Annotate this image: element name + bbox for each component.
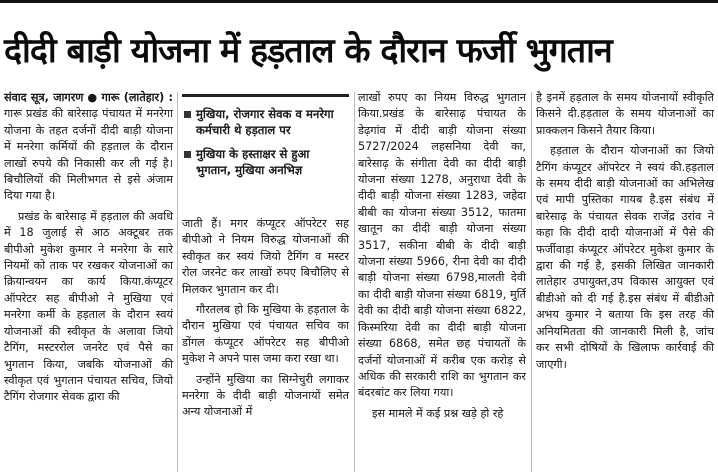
paragraph: हड़ताल के दौरान योजनाओं का जियो टैगिंग कंप्यूटर ऑपरेटर ने स्वयं की.हड़ताल के समय दीदी बाड़ी योजनाओं का अभिलेख एवं मापी पुस्तिका गायब है.इस संबंध में बारेसाढ़ के पंचायत सेवक राजेंद्र उरांव ने कहा कि दीदी दादी योजनाओं में पैसे की फर्जीवाड़ा कंप्यूटर ऑपरेटर मुकेश कुमार के द्वारा की गई है, इसकी लिखित जानकारी लातेहार उपायुक्त,उप विकास आयुक्त एवं बीडीओ को दी गई है.इस संबंध में बीडीओ अभय कुमार ने बताया कि इस तरह की अनियमितता की जानकारी मिली है, जांच कर सभी दोषियों के खिलाफ कार्रवाई की जाएगी। xyxy=(536,144,714,371)
column-divider xyxy=(177,92,178,472)
highlight-box xyxy=(182,94,349,206)
highlight-rule xyxy=(182,94,349,97)
paragraph: लाखों रुपए का नियम विरुद्ध भुगतान किया.प्रखंड के बारेसाढ़ पंचायत के डेढ़गांव में दीदी बाड़ी योजना संख्या 5727/2024 लहसनिया देवी का, बारेसाढ़ के संगीता देवी का दीदी बाड़ी योजना संख्या 1278, अनुराधा देवी के दीदी बाड़ी योजना संख्या 1283, जहेदा बीबी का योजना संख्या 3512, फातमा खातून का दीदी बाड़ी योजना संख्या 3517, सकीना बीबी के दीदी बाड़ी योजना संख्या 5966, रीना देवी का दीदी बाड़ी योजना संख्या 6798,मालती देवी का दीदी बाड़ी योजना संख्या 6819, मुर्ति देवी का दीदी बाड़ी योजना संख्या 6822, किस्मरिया देवी का दीदी बाड़ी योजना संख्या 6868, समेत छह पंचायतों के दर्जनों योजनाओं में करीब एक करोड़ से अधिक की सरकारी राशि का भुगतान कर बंदरबांट कर लिया गया। xyxy=(358,91,526,400)
previous-article-strip xyxy=(0,0,718,18)
highlight-list xyxy=(182,94,349,178)
column-divider xyxy=(531,92,532,472)
top-rule xyxy=(0,0,718,3)
highlight-item: मुखिया, रोजगार सेवक व मनरेगा कर्मचारी थे हड़ताल पर xyxy=(196,106,345,138)
place-tag: गारू (लातेहार) : xyxy=(101,91,174,104)
dateline-paragraph: संवाद सूत्र, जागरण ● गारू (लातेहार) : गारू प्रखंड की बारेसाढ़ पंचायत में मनरेगा योजना के तहत दर्जनों दीदी बाड़ी योजना में मनरेगा कर्मियों की हड़ताल के दौरान लाखों रुपये की निकासी कर ली गई है। बिचौलियों की मिलीभगत से इसे अंजाम दिया गया है। xyxy=(4,91,174,203)
paragraph: है इनमें हड़ताल के समय योजनायों स्वीकृति किसने दी.हड़ताल के समय योजनाओं का प्राक्कलन किसने तैयार किया। xyxy=(536,91,714,137)
column-divider xyxy=(354,92,355,472)
column-2 xyxy=(182,216,349,425)
column-3 xyxy=(358,90,526,426)
paragraph: उन्होंने मुखिया का सिग्नेचुरी लगाकर मनरेगा के दीदी बाड़ी योजनायों समेत अन्य योजनाओं में xyxy=(182,372,349,419)
column-4 xyxy=(536,90,714,377)
paragraph: जाती हैं। मगर कंप्यूटर ऑपरेटर सह बीपीओ ने नियम विरुद्ध योजनाओं की स्वीकृत कर स्वयं जियो टैगिंग व मस्टर रोल जरनेट कर लाखों रुपए बिचौलिए से मिलकर भुगतान कर दी। xyxy=(182,217,349,296)
column-1 xyxy=(4,90,173,410)
paragraph: इस मामले में कई प्रश्न खड़े हो रहे xyxy=(372,406,504,420)
paragraph: प्रखंड के बारेसाढ़ में हड़ताल की अवधि में 18 जुलाई से आठ अक्टूबर तक बीपीओ मुकेश कुमार ने मनरेगा के सारे नियमों को ताक पर रखकर योजनाओं का क्रियान्वयन का कार्य किया.कंप्यूटर ऑपरेटर सह बीपीओ ने मुखिया एवं मनरेगा कर्मी के हड़ताल के दौरान स्वयं योजनाओं की स्वीकृत के अलावा जियो टैगिंग, मस्टररोल जनरेट एवं पैसे का भुगतान किया, जबकि योजनाओं की स्वीकृत एवं भुगतान पंचायत सचिव, जियो टैगिंग रोजगार सेवक द्वारा की xyxy=(4,209,173,404)
paragraph: गारू प्रखंड की बारेसाढ़ पंचायत में मनरेगा योजना के तहत दर्जनों दीदी बाड़ी योजना में मनरेगा कर्मियों की हड़ताल के दौरान लाखों रुपये की निकासी कर ली गई है। बिचौलियों की मिलीभगत से इसे अंजाम दिया गया है। xyxy=(4,107,173,203)
paragraph: गौरतलब हो कि मुखिया के हड़ताल के दौरान मुखिया एवं पंचायत सचिव का डोंगल कंप्यूटर ऑपरेटर सह बीपीओ मुकेश ने अपने पास जमा करा रखा था। xyxy=(182,303,349,366)
article-headline: दीदी बाड़ी योजना में हड़ताल के दौरान फर्जी भुगतान xyxy=(4,31,612,71)
dateline: संवाद सूत्र, जागरण xyxy=(4,91,84,104)
highlight-item: मुखिया के हस्ताक्षर से हुआ भुगतान, मुखिया अनभिज्ञ xyxy=(196,146,345,178)
